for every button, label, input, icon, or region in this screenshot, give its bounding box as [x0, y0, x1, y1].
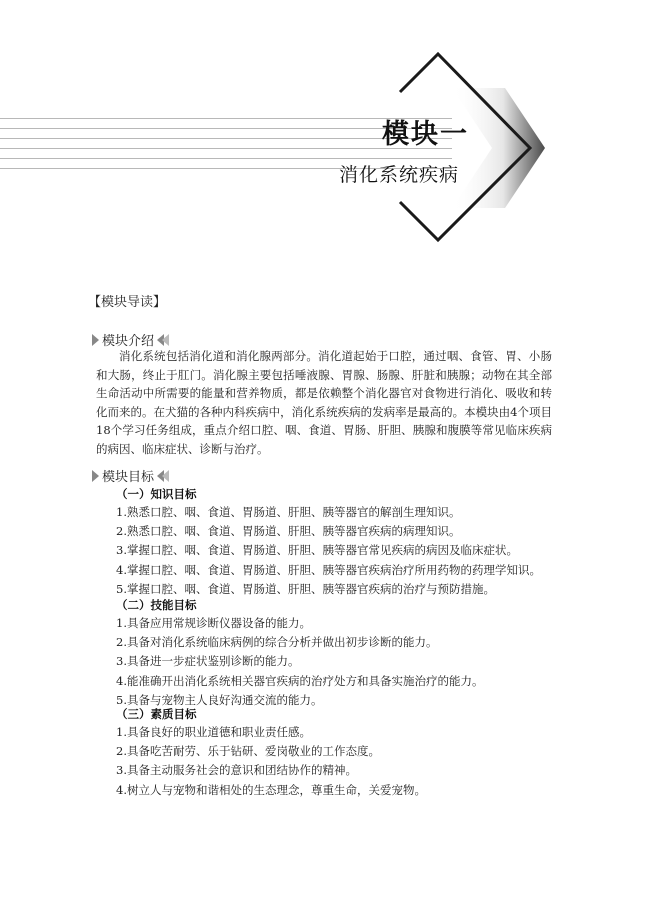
list-item: 4.树立人与宠物和谐相处的生态理念，尊重生命，关爱宠物。 — [116, 782, 426, 797]
list-item: 2.具备吃苦耐劳、乐于钻研、爱岗敬业的工作态度。 — [116, 744, 380, 759]
list-item: 5.具备与宠物主人良好沟通交流的能力。 — [116, 692, 323, 707]
module-title: 消化系统疾病 — [339, 164, 460, 186]
list-item: 1.熟悉口腔、咽、食道、胃肠道、肝胆、胰等器官的解剖生理知识。 — [116, 505, 461, 519]
list-item: 4.掌握口腔、咽、食道、胃肠道、肝胆、胰等器官疾病治疗所用药物的药理学知识。 — [116, 562, 541, 577]
arrow-right-icon — [92, 334, 99, 346]
module-label: 模块一 — [382, 119, 469, 150]
knowledge-objectives — [116, 485, 556, 599]
skill-objectives — [116, 596, 556, 710]
list-item: 1.具备应用常规诊断仪器设备的能力。 — [116, 616, 311, 630]
knowledge-title: （一）知识目标 — [116, 487, 197, 501]
arrow-left-icon — [162, 334, 169, 346]
skills-title: （二）技能目标 — [116, 598, 197, 612]
list-item: 2.熟悉口腔、咽、食道、胃肠道、肝胆、胰等器官疾病的病理知识。 — [116, 524, 461, 539]
quality-objectives — [116, 705, 556, 800]
header-chevron-decoration — [0, 0, 646, 260]
objectives-heading — [92, 466, 169, 485]
list-item: 3.具备主动服务社会的意识和团结协作的精神。 — [116, 763, 357, 778]
list-item: 4.能准确开出消化系统相关器官疾病的治疗处方和具备实施治疗的能力。 — [116, 673, 484, 688]
intro-heading-label: 模块介绍 — [102, 334, 155, 349]
list-item: 1.具备良好的职业道德和职业责任感。 — [116, 725, 311, 739]
arrow-right-icon — [92, 470, 99, 482]
intro-paragraph: 消化系统包括消化道和消化腺两部分。消化道起始于口腔，通过咽、食管、胃、小肠和大肠，终止于肛门。消化腺主要包括唾液腺、胃腺、肠腺、肝脏和胰腺；动物在其全部生命活动中所需要的能量和营养物质，都是依赖整个消化器官对食物进行消化、吸收和转化而来的。在犬猫的各种内科疾病中，消化系统疾病的发病率是最高的。本模块由4个项目18个学习任务组成，重点介绍口腔、咽、食道、胃肠、肝胆、胰腺和腹膜等常见临床疾病的病因、临床症状、诊断与治疗。 — [96, 349, 552, 456]
list-item: 3.具备进一步症状鉴别诊断的能力。 — [116, 654, 300, 669]
guide-heading: 【模块导读】 — [88, 295, 167, 310]
arrow-left-icon — [162, 470, 169, 482]
quality-title: （三）素质目标 — [116, 707, 197, 721]
list-item: 3.掌握口腔、咽、食道、胃肠道、肝胆、胰等器官常见疾病的病因及临床症状。 — [116, 543, 518, 558]
list-item: 2.具备对消化系统临床病例的综合分析并做出初步诊断的能力。 — [116, 635, 438, 650]
list-item: 5.掌握口腔、咽、食道、胃肠道、肝胆、胰等器官疾病的治疗与预防措施。 — [116, 581, 495, 596]
objectives-heading-label: 模块目标 — [102, 470, 155, 485]
